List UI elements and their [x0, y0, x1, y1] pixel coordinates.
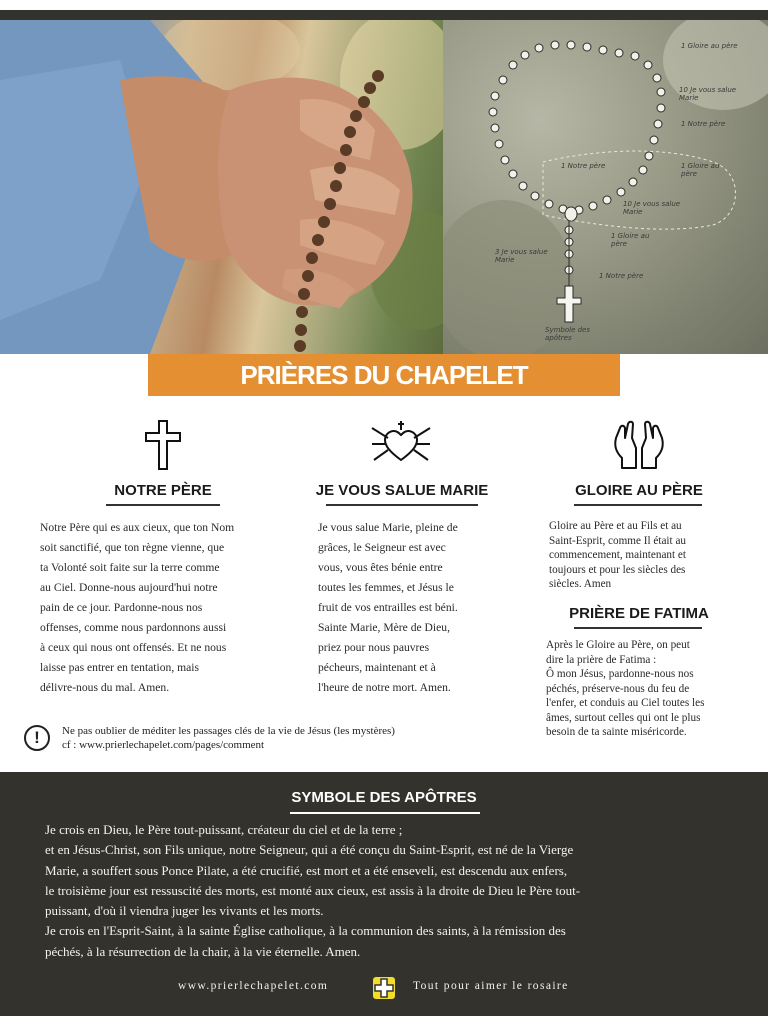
prayer-line: Je vous salue Marie, pleine de [318, 521, 458, 534]
diagram-label: 1 Notre père [599, 272, 644, 280]
prayer-line: laisse pas entrer en tentation, mais [40, 661, 200, 674]
creed-line: et en Jésus-Christ, son Fils unique, notre Seigneur, qui a été conçu du Saint-Esprit, est né de la Vierge [45, 842, 574, 858]
prayer-line: âmes, surtout celles qui ont le plus [546, 711, 701, 724]
prayer-line: Ô mon Jésus, pardonne-nous nos [546, 668, 694, 680]
diagram-label: 10 Je vous salue Marie [679, 86, 737, 102]
diagram-label: 1 Gloire au père [611, 232, 650, 248]
prayer-line: siècles. Amen [549, 578, 612, 590]
prayer-line: priez pour nous pauvres [318, 641, 430, 654]
cross-icon [144, 420, 182, 470]
prayer-line: au Ciel. Donne-nous aujourd'hui notre [40, 581, 218, 594]
heading-underline [290, 812, 480, 814]
creed-line: Marie, a souffert sous Ponce Pilate, a été crucifié, est mort et a été enseveli, est descendu aux enfers, [45, 862, 568, 878]
prayer-line: besoin de ta sainte miséricorde. [546, 726, 687, 738]
creed-line: péchés, à la résurrection de la chair, à la vie éternelle. Amen. [45, 943, 361, 959]
notre-pere-heading: NOTRE PÈRE [114, 482, 212, 499]
prayer-line: pain de ce jour. Pardonne-nous nos [40, 601, 203, 614]
heading-underline [574, 504, 702, 506]
prayer-line: offenses, comme nous pardonnons aussi [40, 621, 227, 634]
heading-underline [326, 504, 478, 506]
diagram-label: 1 Gloire au père [681, 162, 720, 178]
notre-pere-text [40, 518, 280, 698]
diagram-label: 1 Notre père [681, 120, 726, 128]
prayer-line: Notre Père qui es aux cieux, que ton Nom [40, 521, 235, 534]
prayer-line: Après le Gloire au Père, on peut [546, 639, 690, 651]
page-title: PRIÈRES DU CHAPELET [240, 360, 528, 390]
prayer-line: Sainte Marie, Mère de Dieu, [318, 621, 450, 634]
prayer-line: délivre-nous du mal. Amen. [40, 681, 170, 694]
je-vous-salue-marie-heading: JE VOUS SALUE MARIE [315, 482, 489, 499]
website-link[interactable]: www.prierlechapelet.com [178, 980, 329, 992]
diagram-label: 3 Je vous salue Marie [495, 248, 548, 264]
creed-line: Je crois en l'Esprit-Saint, à la sainte Église catholique, à la communion des saints, à la rémission des [45, 923, 566, 939]
note-link[interactable]: cf : www.prierlechapelet.com/pages/comment [62, 739, 265, 751]
heading-underline [574, 627, 702, 629]
meditation-note [62, 724, 395, 752]
note-line: Ne pas oublier de méditer les passages clés de la vie de Jésus (les mystères) [62, 725, 395, 737]
praying-hands-photo [0, 20, 443, 354]
diagram-label: 1 Notre père [561, 162, 606, 170]
prayer-line: grâces, le Seigneur est avec [318, 541, 446, 554]
prayer-line: péchés, préserve-nous du feu de [546, 682, 690, 695]
prayer-line: à ceux qui nous ont offensés. Et ne nous [40, 641, 227, 654]
gloire-au-pere-text [549, 519, 739, 592]
raised-hands-icon [612, 420, 666, 470]
gloire-au-pere-heading: GLOIRE AU PÈRE [575, 482, 703, 499]
rosary-diagram-photo [443, 20, 768, 354]
exclamation-icon: ! [24, 725, 50, 751]
fatima-text [546, 638, 746, 740]
prayer-line: toujours et pour les siècles des [549, 563, 686, 576]
prayer-line: fruit de vos entrailles est béni. [318, 601, 458, 614]
prayer-line: Gloire au Père et au Fils et au [549, 520, 682, 532]
bottom-margin [0, 1016, 768, 1024]
prayer-line: dire la prière de Fatima : [546, 653, 657, 666]
creed-line: puissant, d'où il viendra juger les vivants et les morts. [45, 903, 324, 919]
tagline: Tout pour aimer le rosaire [413, 980, 569, 992]
diagram-label: 1 Gloire au père [681, 42, 738, 50]
creed-line: Je crois en Dieu, le Père tout-puissant, créateur du ciel et de la terre ; [45, 822, 403, 837]
prayer-line: pécheurs, maintenant et à [318, 661, 436, 674]
diagram-label: Symbole des apôtres [545, 326, 591, 342]
prayer-line: toutes les femmes, et Jésus le [318, 581, 454, 594]
diagram-label: 10 Je vous salue Marie [623, 200, 681, 216]
creed-line: le troisième jour est ressuscité des morts, est monté aux cieux, est assis à la droite de Dieu le Père tout- [45, 882, 581, 898]
prayer-line: vous, vous êtes bénie entre [318, 561, 443, 574]
sacred-heart-icon [370, 420, 432, 468]
top-band [0, 10, 768, 20]
prayer-line: l'heure de notre mort. Amen. [318, 681, 451, 694]
prayer-line: Saint-Esprit, comme Il était au [549, 534, 687, 547]
prayer-line: soit sanctifié, que ton règne vienne, que [40, 541, 225, 554]
heading-underline [106, 504, 220, 506]
symbole-heading: SYMBOLE DES APÔTRES [291, 789, 477, 806]
prayer-line: l'enfer, et conduis au Ciel toutes les [546, 697, 705, 709]
cross-logo-icon [372, 976, 396, 1000]
symbole-text [45, 820, 735, 962]
prayer-line: ta Volonté soit faite sur la terre comme [40, 561, 220, 574]
je-vous-salue-marie-text [318, 518, 508, 698]
prayer-line: commencement, maintenant et [549, 549, 686, 561]
fatima-heading: PRIÈRE DE FATIMA [569, 605, 709, 622]
